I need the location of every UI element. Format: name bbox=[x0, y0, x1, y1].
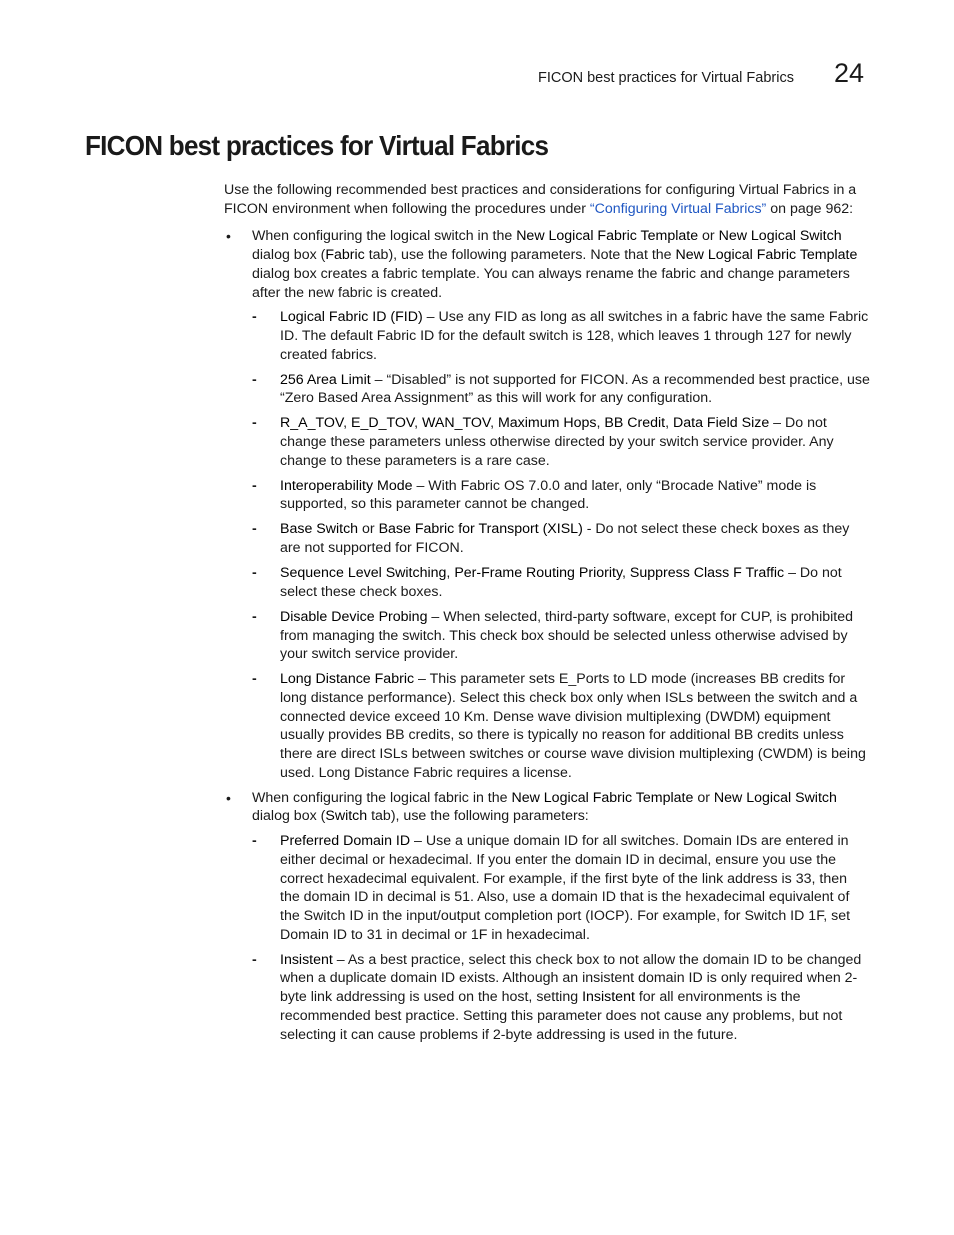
sub-item-area-limit: - 256 Area Limit – “Disabled” is not supported for FICON. As a recommended best practice, use “Zero Based Area Assignment” as this will work for any configuration. bbox=[252, 371, 870, 407]
sub-item-device-probing: - Disable Device Probing – When selected, third-party software, except for CUP, is prohibited from managing the switch. This check box should be selected unless otherwise advised by your switch service provider. bbox=[252, 608, 854, 663]
sub-item-preferred-domain: - Preferred Domain ID – Use a unique domain ID for all switches. Domain IDs are entered in either decimal or hexadecimal. If you enter the domain ID in decimal, ensure you use the correct hexadecimal equivalent. For example, if the first byte of the link address is 33, then the domain ID in decimal is 51. Also, use a domain ID that is the hexadecimal equivalent of the Switch ID in the input/output completion port (IOCP). For example, for Switch ID 1F, set Domain ID to 31 in decimal or 1F in hexadecimal. bbox=[252, 833, 851, 943]
intro-paragraph: Use the following recommended best practices and considerations for configuring Virtual Fabrics in a FICON environment when following the procedures under “Configuring Virtual Fabrics” on page 962: bbox=[224, 182, 857, 217]
page-title: FICON best practices for Virtual Fabrics bbox=[85, 130, 549, 161]
bullet-glyph: • bbox=[226, 228, 231, 245]
sub-list bbox=[252, 308, 870, 782]
bullet-glyph: • bbox=[226, 789, 231, 806]
list-item: • When configuring the logical switch in the New Logical Fabric Template or New Logical Switch dialog box (Fabric tab), use the following parameters. Note that the New Logical Fabric Template dialog box creates a fabric template. You can always rename the fabric and change parameters after the new fabric is created. - Logical Fabric ID (FID) – Use any FID as long as all switches in a fabric have the same Fabric ID. The default Fabric ID for the default switch is 128, which leaves 1 through 127 for newly created fabrics. - 256 Area Limit – “Disabled” is not supported for FICON. As a recommended best practice, use “Zero Based Area Assignment” as this will work for any configuration. - R_A_TOV, E_D_TOV, WAN_TOV, Maximum Hops, BB Credit, Data Field Size – Do not change these parameters unless otherwise directed by your switch service provider. Any change to these parameters is a rare case. - Interoperability Mode – With Fabric OS 7.0.0 and later, only “Brocade Native” mode is supported, so this parameter cannot be changed. - Base Switch or Base Fabric for Transport (XISL) - Do not select these check boxes as they are not supported for FICON. - Sequence Level Switching, Per-Frame Routing Priority, Suppress Class F Traffic – Do not select these check boxes. - Disable Device Probing – When selected, third-party software, except for CUP, is prohibited from managing the switch. This check box should be selected unless otherwise advised by your switch service provider. - Long Distance Fabric – This parameter sets E_Ports to LD mode (increases BB credits for long distance performance). Select this check box only when ISLs between the switch and a connected device exceed 10 Km. Dense wave division multiplexing (DWDM) equipment usually provides BB credits, so there is typically no reason for additional BB credits unless there are direct ISLs between switches or course wave division multiplexing (CWDM) is being used. Long Distance Fabric requires a license. bbox=[226, 228, 870, 781]
sub-item-fid: - Logical Fabric ID (FID) – Use any FID as long as all switches in a fabric have the same Fabric ID. The default Fabric ID for the default switch is 128, which leaves 1 through 127 for newly created fabrics. bbox=[252, 309, 869, 363]
sub-item-insistent: - Insistent – As a best practice, select this check box to not allow the domain ID to be changed when a duplicate domain ID exists. Although an insistent domain ID is only required when 2-byte link addressing is used on the host, setting Insistent for all environments is the recommended best practice. Setting this parameter does not cause any problems, but not selecting it can cause problems if 2-byte addressing is used in the future. bbox=[252, 951, 862, 1043]
chapter-number: 24 bbox=[833, 58, 864, 88]
sub-item-long-distance: - Long Distance Fabric – This parameter sets E_Ports to LD mode (increases BB credits for long distance performance). Select this check box only when ISLs between the switch and a connected device exceed 10 Km. Dense wave division multiplexing (DWDM) equipment usually provides BB credits, so there is typically no reason for additional BB credits unless there are direct ISLs between switches or course wave division multiplexing (CWDM) is being used. Long Distance Fabric requires a license. bbox=[252, 671, 866, 781]
sub-list bbox=[252, 832, 870, 1044]
running-title: FICON best practices for Virtual Fabrics bbox=[537, 70, 794, 86]
list-item: • When configuring the logical fabric in the New Logical Fabric Template or New Logical Switch dialog box (Switch tab), use the following parameters: - Preferred Domain ID – Use a unique domain ID for all switches. Domain IDs are entered in either decimal or hexadecimal. If you enter the domain ID in decimal, ensure you use the correct hexadecimal equivalent. For example, if the first byte of the link address is 33, then the domain ID in decimal is 51. Also, use a domain ID that is the hexadecimal equivalent of the Switch ID in the input/output completion port (IOCP). For example, for Switch ID 1F, set Domain ID to 31 in decimal or 1F in hexadecimal. - Insistent – As a best practice, select this check box to not allow the domain ID to be changed when a duplicate domain ID exists. Although an insistent domain ID is only required when 2-byte link addressing is used on the host, setting Insistent for all environments is the recommended best practice. Setting this parameter does not cause any problems, but not selecting it can cause problems if 2-byte addressing is used in the future. bbox=[224, 789, 870, 1044]
running-header bbox=[538, 58, 864, 89]
sub-item-sequence: - Sequence Level Switching, Per-Frame Routing Priority, Suppress Class F Traffic – Do not select these check boxes. bbox=[252, 565, 842, 600]
sub-item-interop: - Interoperability Mode – With Fabric OS 7.0.0 and later, only “Brocade Native” mode is supported, so this parameter cannot be changed. bbox=[252, 477, 817, 513]
sub-item-timeouts: - R_A_TOV, E_D_TOV, WAN_TOV, Maximum Hops, BB Credit, Data Field Size – Do not change these parameters unless otherwise directed by your switch service provider. Any change to these parameters is a rare case. bbox=[252, 415, 834, 469]
bullet-list bbox=[224, 227, 870, 1044]
body-content bbox=[224, 181, 870, 1051]
sub-item-base-switch: - Base Switch or Base Fabric for Transport (XISL) - Do not select these check boxes as they are not supported for FICON. bbox=[252, 521, 850, 557]
cross-reference-link[interactable]: “Configuring Virtual Fabrics” bbox=[589, 200, 767, 217]
